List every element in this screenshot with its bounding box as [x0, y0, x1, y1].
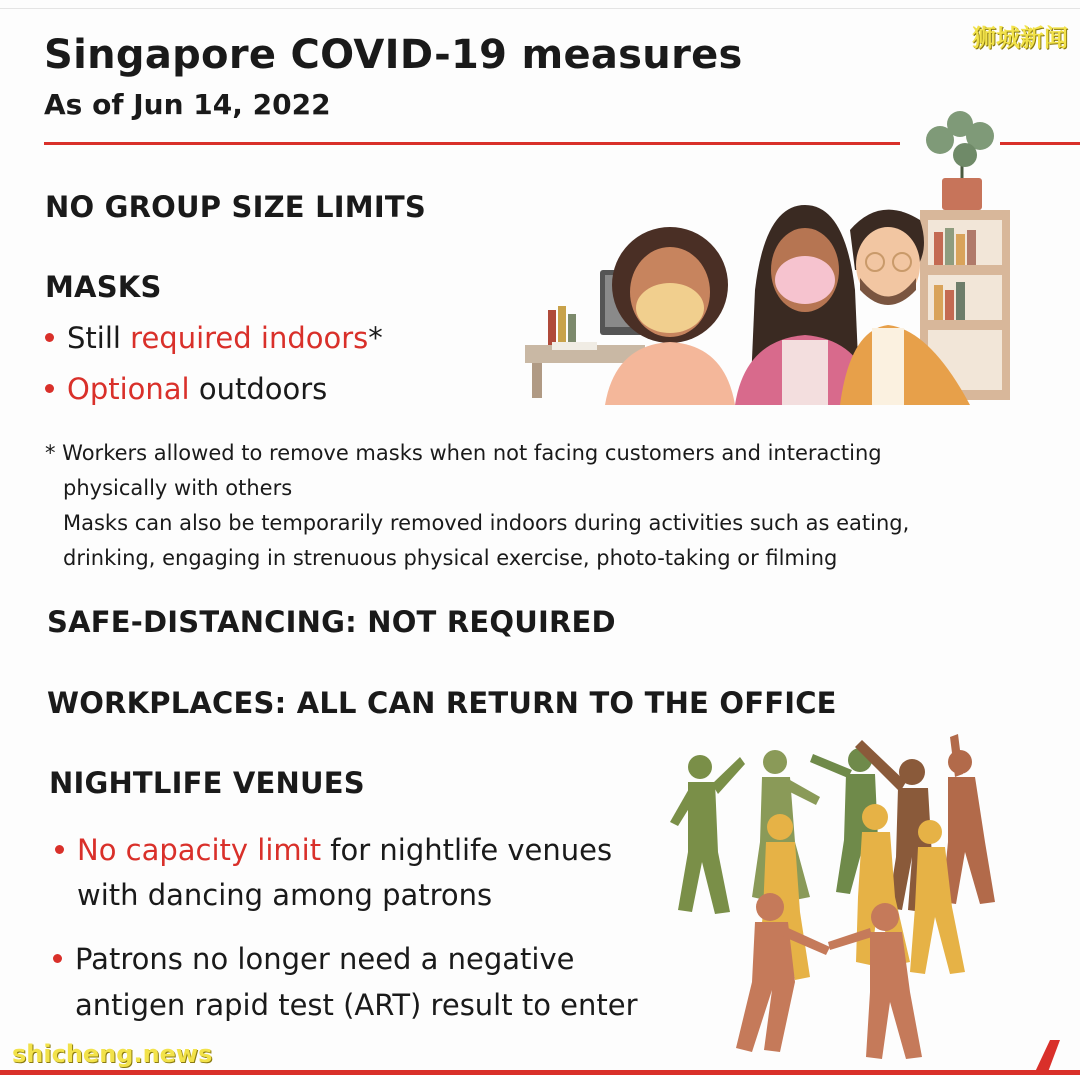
masks-note-line-4: drinking, engaging in strenuous physical exercise, photo-taking or filming	[63, 546, 838, 570]
page-title: Singapore COVID-19 measures	[44, 32, 743, 78]
highlight-text: required indoors	[130, 321, 369, 355]
highlight-text: Optional	[67, 372, 190, 406]
bullet-text: Still	[67, 321, 131, 355]
masks-note-line-2: physically with others	[63, 476, 293, 500]
heading-group-size: NO GROUP SIZE LIMITS	[45, 190, 426, 224]
person-curly-hair	[605, 227, 735, 405]
bullet-dot	[55, 845, 64, 854]
nightlife-bullet-art	[75, 942, 575, 976]
masks-bullet-outdoors	[67, 372, 327, 406]
nightlife-bullet-capacity	[77, 833, 612, 867]
top-divider	[0, 8, 1080, 9]
broadcaster-logo	[1030, 1040, 1080, 1072]
bullet-text: for nightlife venues	[321, 833, 613, 867]
dancing-crowd-illustration	[660, 722, 1005, 1062]
masks-note-line-1: * Workers allowed to remove masks when not facing customers and interacting	[45, 441, 882, 465]
nightlife-bullet-art-line2: antigen rapid test (ART) result to enter	[75, 988, 638, 1022]
bottom-rule	[0, 1070, 1080, 1075]
asterisk-text: *	[368, 321, 383, 355]
dancer-figure-green	[670, 755, 745, 914]
page-subtitle: As of Jun 14, 2022	[44, 88, 331, 121]
dancer-figure-rust	[942, 734, 995, 904]
bullet-dot	[53, 954, 62, 963]
three-masked-people-illustration	[520, 110, 1015, 405]
heading-nightlife: NIGHTLIFE VENUES	[49, 766, 365, 800]
nightlife-bullet-capacity-line2: with dancing among patrons	[77, 878, 493, 912]
bullet-text: outdoors	[189, 372, 328, 406]
dancer-figure-terracotta	[736, 893, 922, 1059]
watermark-chinese: 狮城新闻	[972, 24, 1068, 52]
highlight-text: No capacity limit	[77, 833, 322, 867]
bullet-dot	[45, 384, 54, 393]
heading-workplaces: WORKPLACES: ALL CAN RETURN TO THE OFFICE	[47, 686, 837, 720]
heading-masks: MASKS	[45, 270, 162, 304]
bullet-dot	[45, 333, 54, 342]
masks-bullet-indoors	[67, 321, 383, 355]
potted-plant-icon	[926, 111, 994, 210]
masks-note-line-3: Masks can also be temporarily removed indoors during activities such as eating,	[63, 511, 910, 535]
watermark-english: shicheng.news	[12, 1040, 213, 1068]
bullet-text: Patrons no longer need a negative	[75, 942, 575, 976]
heading-safe-distancing: SAFE-DISTANCING: NOT REQUIRED	[47, 605, 616, 639]
